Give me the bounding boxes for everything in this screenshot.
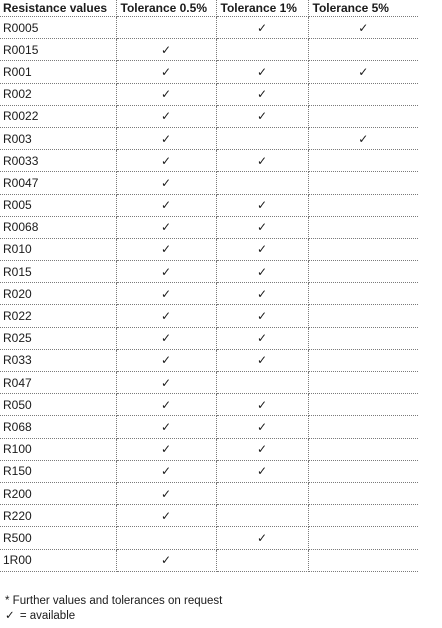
tolerance-0-5-cell (116, 238, 216, 260)
tolerance-5-cell (308, 327, 418, 349)
tolerance-1-cell (216, 216, 308, 238)
tolerance-0-5-cell (116, 61, 216, 83)
table-row (0, 482, 418, 504)
tolerance-0-5-cell (116, 372, 216, 394)
check-icon: ✓ (160, 553, 172, 568)
check-icon: ✓ (160, 242, 172, 257)
check-icon: ✓ (256, 153, 268, 168)
resistance-value: R003 (0, 127, 116, 149)
footnote-further-values: * Further values and tolerances on request (5, 595, 223, 607)
resistance-value: R033 (0, 349, 116, 371)
check-icon: ✓ (358, 20, 369, 35)
table-row (0, 172, 418, 194)
table-row (0, 83, 418, 105)
resistance-value: R010 (0, 238, 116, 260)
tolerance-5-cell (308, 194, 418, 216)
tolerance-5-cell (308, 305, 418, 327)
tolerance-5-cell (308, 283, 418, 305)
tolerance-5-cell (308, 438, 418, 460)
tolerance-0-5-cell (116, 349, 216, 371)
tolerance-0-5-cell (116, 416, 216, 438)
tolerance-0-5-cell (116, 482, 216, 504)
resistance-value: R047 (0, 372, 116, 394)
resistance-value: R0022 (0, 105, 116, 127)
check-icon: ✓ (256, 220, 268, 235)
check-icon: ✓ (256, 87, 268, 102)
tolerance-1-cell (216, 105, 308, 127)
check-icon: ✓ (256, 242, 268, 257)
table-row (0, 372, 418, 394)
header-tolerance-0-5: Tolerance 0.5% (116, 0, 216, 17)
check-icon: ✓ (358, 64, 369, 79)
tolerance-1-cell (216, 394, 308, 416)
check-icon: ✓ (256, 198, 268, 213)
tolerance-1-cell (216, 549, 308, 571)
tolerance-0-5-cell (116, 549, 216, 571)
tolerance-5-cell (308, 17, 418, 39)
check-icon: ✓ (160, 353, 172, 368)
table-row (0, 438, 418, 460)
check-icon: ✓ (160, 309, 172, 324)
tolerance-5-cell (308, 460, 418, 482)
tolerance-1-cell (216, 83, 308, 105)
tolerance-5-cell (308, 172, 418, 194)
check-icon: ✓ (256, 397, 268, 412)
tolerance-0-5-cell (116, 460, 216, 482)
check-icon: ✓ (256, 264, 268, 279)
check-icon: ✓ (5, 610, 15, 622)
check-icon: ✓ (160, 286, 172, 301)
tolerance-1-cell (216, 416, 308, 438)
table-row (0, 39, 418, 61)
tolerance-5-cell (308, 349, 418, 371)
tolerance-5-cell (308, 105, 418, 127)
tolerance-0-5-cell (116, 216, 216, 238)
resistance-value: R0047 (0, 172, 116, 194)
resistance-value: R100 (0, 438, 116, 460)
check-icon: ✓ (160, 42, 172, 57)
tolerance-0-5-cell (116, 527, 216, 549)
table-row (0, 305, 418, 327)
tolerance-0-5-cell (116, 438, 216, 460)
tolerance-1-cell (216, 283, 308, 305)
table-row (0, 416, 418, 438)
tolerance-1-cell (216, 194, 308, 216)
tolerance-1-cell (216, 127, 308, 149)
table-row (0, 17, 418, 39)
table-row (0, 238, 418, 260)
check-icon: ✓ (256, 442, 268, 457)
tolerance-1-cell (216, 505, 308, 527)
tolerance-1-cell (216, 150, 308, 172)
tolerance-0-5-cell (116, 261, 216, 283)
check-icon: ✓ (160, 153, 172, 168)
tolerance-1-cell (216, 261, 308, 283)
check-icon: ✓ (256, 286, 268, 301)
tolerance-5-cell (308, 127, 418, 149)
tolerance-0-5-cell (116, 39, 216, 61)
tolerance-1-cell (216, 172, 308, 194)
header-tolerance-5: Tolerance 5% (308, 0, 418, 17)
tolerance-1-cell (216, 238, 308, 260)
table-header-row (0, 0, 418, 17)
check-icon: ✓ (256, 20, 268, 35)
tolerance-5-cell (308, 505, 418, 527)
table-row (0, 505, 418, 527)
resistance-value: R020 (0, 283, 116, 305)
table-row (0, 527, 418, 549)
resistance-value: R005 (0, 194, 116, 216)
check-icon: ✓ (160, 442, 172, 457)
check-icon: ✓ (256, 530, 268, 545)
tolerance-5-cell (308, 372, 418, 394)
table-row (0, 283, 418, 305)
check-icon: ✓ (160, 175, 172, 190)
check-icon: ✓ (358, 131, 369, 146)
tolerance-5-cell (308, 216, 418, 238)
table-row (0, 394, 418, 416)
tolerance-1-cell (216, 305, 308, 327)
tolerance-1-cell (216, 482, 308, 504)
tolerance-5-cell (308, 482, 418, 504)
check-icon: ✓ (256, 464, 268, 479)
tolerance-0-5-cell (116, 17, 216, 39)
table-row (0, 105, 418, 127)
resistance-value: R015 (0, 261, 116, 283)
resistance-value: R022 (0, 305, 116, 327)
resistance-value: R500 (0, 527, 116, 549)
tolerance-0-5-cell (116, 83, 216, 105)
check-icon: ✓ (160, 220, 172, 235)
tolerance-1-cell (216, 349, 308, 371)
tolerance-5-cell (308, 150, 418, 172)
tolerance-1-cell (216, 39, 308, 61)
tolerance-5-cell (308, 527, 418, 549)
check-icon: ✓ (160, 198, 172, 213)
tolerance-0-5-cell (116, 150, 216, 172)
table-row (0, 150, 418, 172)
tolerance-5-cell (308, 549, 418, 571)
tolerance-1-cell (216, 527, 308, 549)
tolerance-5-cell (308, 394, 418, 416)
header-tolerance-1: Tolerance 1% (216, 0, 308, 17)
tolerance-1-cell (216, 61, 308, 83)
tolerance-1-cell (216, 327, 308, 349)
table-row (0, 460, 418, 482)
tolerance-0-5-cell (116, 194, 216, 216)
check-icon: ✓ (160, 464, 172, 479)
resistance-value: R0068 (0, 216, 116, 238)
resistance-value: R050 (0, 394, 116, 416)
tolerance-5-cell (308, 83, 418, 105)
resistance-value: R0005 (0, 17, 116, 39)
resistance-value: R150 (0, 460, 116, 482)
tolerance-0-5-cell (116, 172, 216, 194)
table-row (0, 349, 418, 371)
check-icon: ✓ (160, 64, 172, 79)
tolerance-1-cell (216, 372, 308, 394)
tolerance-5-cell (308, 416, 418, 438)
resistance-value: R001 (0, 61, 116, 83)
check-icon: ✓ (256, 353, 268, 368)
tolerance-5-cell (308, 238, 418, 260)
resistance-value: R025 (0, 327, 116, 349)
table-row (0, 127, 418, 149)
check-icon: ✓ (256, 419, 268, 434)
tolerance-5-cell (308, 39, 418, 61)
resistance-value: R200 (0, 482, 116, 504)
tolerance-0-5-cell (116, 305, 216, 327)
resistance-value: R068 (0, 416, 116, 438)
footnotes (5, 594, 222, 624)
tolerance-1-cell (216, 17, 308, 39)
tolerance-0-5-cell (116, 327, 216, 349)
table-row (0, 261, 418, 283)
tolerance-0-5-cell (116, 394, 216, 416)
legend-text: = available (19, 610, 76, 622)
tolerance-0-5-cell (116, 505, 216, 527)
table-row (0, 216, 418, 238)
table-row (0, 194, 418, 216)
check-icon: ✓ (256, 309, 268, 324)
check-icon: ✓ (160, 131, 172, 146)
check-icon: ✓ (160, 331, 172, 346)
check-icon: ✓ (160, 87, 172, 102)
check-icon: ✓ (256, 331, 268, 346)
check-icon: ✓ (160, 419, 172, 434)
table-row (0, 549, 418, 571)
tolerance-1-cell (216, 460, 308, 482)
footnote-legend (5, 609, 222, 624)
table-row (0, 327, 418, 349)
table-body (0, 17, 418, 572)
tolerance-0-5-cell (116, 283, 216, 305)
check-icon: ✓ (160, 264, 172, 279)
resistance-value: R002 (0, 83, 116, 105)
check-icon: ✓ (256, 64, 268, 79)
table-row (0, 61, 418, 83)
tolerance-5-cell (308, 261, 418, 283)
tolerance-1-cell (216, 438, 308, 460)
header-resistance-values: Resistance values (0, 0, 116, 17)
check-icon: ✓ (256, 109, 268, 124)
check-icon: ✓ (160, 508, 172, 523)
tolerance-5-cell (308, 61, 418, 83)
check-icon: ✓ (160, 486, 172, 501)
resistance-value: R0033 (0, 150, 116, 172)
check-icon: ✓ (160, 397, 172, 412)
tolerance-0-5-cell (116, 127, 216, 149)
resistance-value: R220 (0, 505, 116, 527)
check-icon: ✓ (160, 109, 172, 124)
tolerance-0-5-cell (116, 105, 216, 127)
resistance-value: 1R00 (0, 549, 116, 571)
resistance-value: R0015 (0, 39, 116, 61)
check-icon: ✓ (160, 375, 172, 390)
